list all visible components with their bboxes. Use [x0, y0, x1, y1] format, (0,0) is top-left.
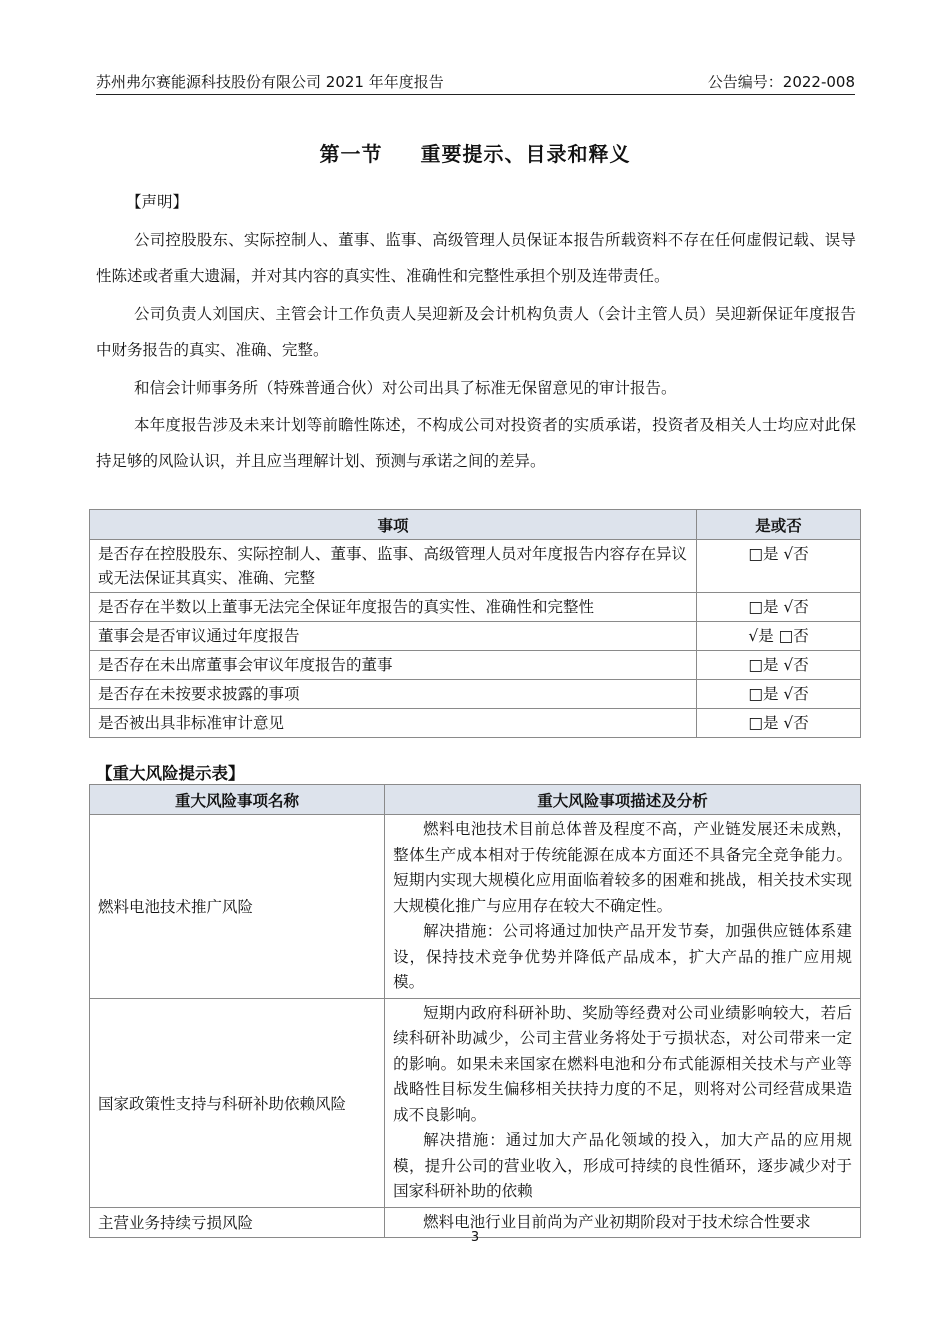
column-header: 重大风险事项名称	[90, 785, 385, 815]
column-header: 重大风险事项描述及分析	[385, 785, 861, 815]
risk-description-paragraph: 燃料电池技术目前总体普及程度不高，产业链发展还未成熟，整体生产成本相对于传统能源在成本方面还不具备完全竞争能力。短期内实现大规模化应用面临着较多的困难和挑战，相关技术实现大规模化推广与应用存在较大不确定性。	[393, 820, 852, 915]
declaration-paragraph: 公司控股股东、实际控制人、董事、监事、高级管理人员保证本报告所载资料不存在任何虚假记载、误导性陈述或者重大遗漏，并对其内容的真实性、准确性和完整性承担个别及连带责任。	[96, 231, 856, 285]
matter-answer: □是 √否	[697, 680, 861, 709]
risk-description-paragraph: 解决措施：公司将通过加快产品开发节奏，加强供应链体系建设，保持技术竞争优势并降低产品成本，扩大产品的推广应用规模。	[393, 922, 852, 991]
risk-name: 主营业务持续亏损风险	[90, 1207, 385, 1238]
matter-answer: √是 □否	[697, 622, 861, 651]
table-header-row	[90, 510, 861, 540]
table-header-row	[90, 785, 861, 815]
declaration-paragraph: 公司负责人刘国庆、主管会计工作负责人吴迎新及会计机构负责人（会计主管人员）吴迎新保证年度报告中财务报告的真实、准确、完整。	[96, 305, 856, 359]
column-header: 事项	[90, 510, 697, 540]
matter-answer: □是 √否	[697, 709, 861, 738]
risk-description-paragraph: 燃料电池行业目前尚为产业初期阶段对于技术综合性要求	[423, 1212, 811, 1231]
table-row	[90, 540, 861, 593]
table-row	[90, 815, 861, 999]
table-row	[90, 709, 861, 738]
matter-answer: □是 √否	[697, 540, 861, 593]
matter-item: 是否存在未按要求披露的事项	[90, 680, 697, 709]
table-row	[90, 593, 861, 622]
declaration-paragraph: 本年度报告涉及未来计划等前瞻性陈述，不构成公司对投资者的实质承诺，投资者及相关人士均应对此保持足够的风险认识，并且应当理解计划、预测与承诺之间的差异。	[96, 416, 856, 470]
header-announcement-number: 公告编号：2022-008	[707, 73, 855, 91]
table-row	[90, 998, 861, 1207]
risk-name: 燃料电池技术推广风险	[90, 815, 385, 999]
matter-answer: □是 √否	[697, 651, 861, 680]
risk-description	[385, 815, 861, 999]
risk-table-heading: 【重大风险提示表】	[96, 764, 245, 783]
section-title	[0, 138, 950, 167]
risk-description-paragraph: 解决措施：通过加大产品化领域的投入，加大产品的应用规模，提升公司的营业收入，形成可持续的良性循环，逐步减少对于国家科研补助的依赖	[393, 1131, 852, 1200]
risk-description-paragraph: 短期内政府科研补助、奖励等经费对公司业绩影响较大，若后续科研补助减少，公司主营业务将处于亏损状态，对公司带来一定的影响。如果未来国家在燃料电池和分布式能源相关技术与产业等战略性目标发生偏移相关扶持力度的不足，则将对公司经营成果造成不良影响。	[393, 1003, 852, 1124]
matter-item: 是否被出具非标准审计意见	[90, 709, 697, 738]
matters-table	[89, 509, 861, 738]
risk-name: 国家政策性支持与科研补助依赖风险	[90, 998, 385, 1207]
matter-item: 董事会是否审议通过年度报告	[90, 622, 697, 651]
matter-item: 是否存在半数以上董事无法完全保证年度报告的真实性、准确性和完整性	[90, 593, 697, 622]
declaration-label: 【声明】	[126, 193, 189, 211]
declaration-paragraph: 和信会计师事务所（特殊普通合伙）对公司出具了标准无保留意见的审计报告。	[134, 379, 677, 397]
table-row	[90, 651, 861, 680]
matter-answer: □是 √否	[697, 593, 861, 622]
section-number: 第一节	[319, 142, 383, 166]
column-header: 是或否	[697, 510, 861, 540]
section-name: 重要提示、目录和释义	[420, 142, 631, 166]
risk-description	[385, 998, 861, 1207]
table-row	[90, 680, 861, 709]
matter-item: 是否存在控股股东、实际控制人、董事、监事、高级管理人员对年度报告内容存在异议或无法保证其真实、准确、完整	[90, 540, 697, 593]
header-company-report: 苏州弗尔赛能源科技股份有限公司 2021 年年度报告	[96, 73, 444, 91]
page-header	[96, 66, 855, 95]
page-number: 3	[470, 1230, 480, 1245]
table-row	[90, 622, 861, 651]
matter-item: 是否存在未出席董事会审议年度报告的董事	[90, 651, 697, 680]
risk-table	[89, 784, 861, 1238]
